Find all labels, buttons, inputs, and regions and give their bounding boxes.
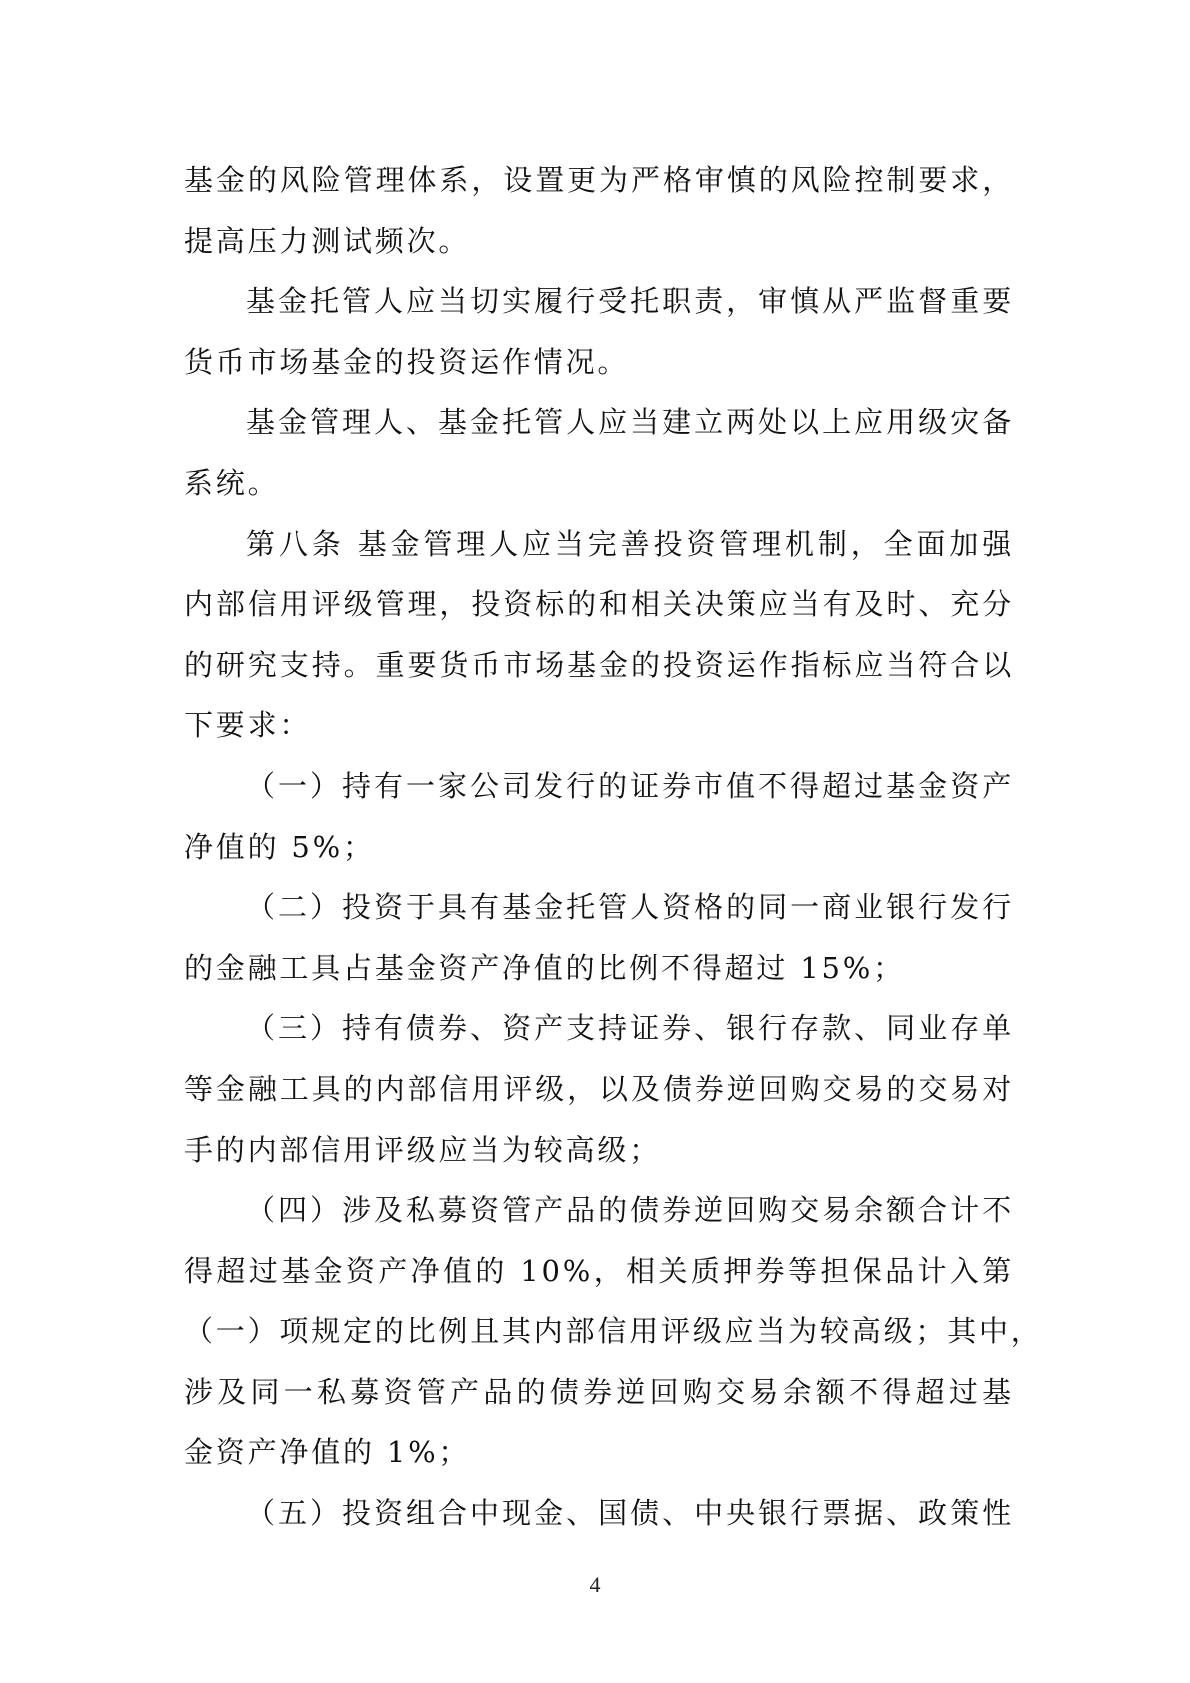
text-line: （四）涉及私募资管产品的债券逆回购交易余额合计不: [246, 1193, 1014, 1228]
text-line: （三）持有债券、资产支持证券、银行存款、同业存单: [246, 1011, 1014, 1046]
text-line: 基金托管人应当切实履行受托职责，审慎从严监督重要: [246, 284, 1014, 319]
document-body: [184, 150, 1043, 1544]
text-line: 系统。: [184, 465, 280, 500]
text-line: 第八条 基金管理人应当完善投资管理机制，全面加强: [246, 526, 1014, 561]
text-line: 金资产净值的 1%；: [184, 1435, 471, 1470]
text-line: 内部信用评级管理，投资标的和相关决策应当有及时、充分: [184, 587, 1014, 622]
text-line: （一）项规定的比例且其内部信用评级应当为较高级；其中，: [184, 1314, 1043, 1349]
text-line: 涉及同一私募资管产品的债券逆回购交易余额不得超过基: [184, 1374, 1014, 1409]
text-line: 等金融工具的内部信用评级，以及债券逆回购交易的交易对: [184, 1071, 1014, 1106]
text-line: 货币市场基金的投资运作情况。: [184, 344, 630, 379]
text-line: 基金管理人、基金托管人应当建立两处以上应用级灾备: [246, 405, 1014, 440]
text-line: （五）投资组合中现金、国债、中央银行票据、政策性: [246, 1496, 1014, 1531]
text-line: 下要求：: [184, 708, 312, 743]
text-line: （一）持有一家公司发行的证券市值不得超过基金资产: [246, 768, 1014, 803]
text-line: 基金的风险管理体系，设置更为严格审慎的风险控制要求，: [184, 163, 1014, 197]
text-line: 的研究支持。重要货币市场基金的投资运作指标应当符合以: [184, 647, 1014, 682]
text-line: 的金融工具占基金资产净值的比例不得超过 15%；: [184, 950, 905, 985]
text-line: 手的内部信用评级应当为较高级；: [184, 1132, 662, 1167]
text-line: 得超过基金资产净值的 10%，相关质押券等担保品计入第: [184, 1253, 1014, 1288]
text-line: 提高压力测试频次。: [184, 223, 471, 258]
text-line: （二）投资于具有基金托管人资格的同一商业银行发行: [246, 890, 1014, 925]
text-line: 净值的 5%；: [184, 829, 375, 864]
page-number: 4: [589, 1572, 601, 1597]
